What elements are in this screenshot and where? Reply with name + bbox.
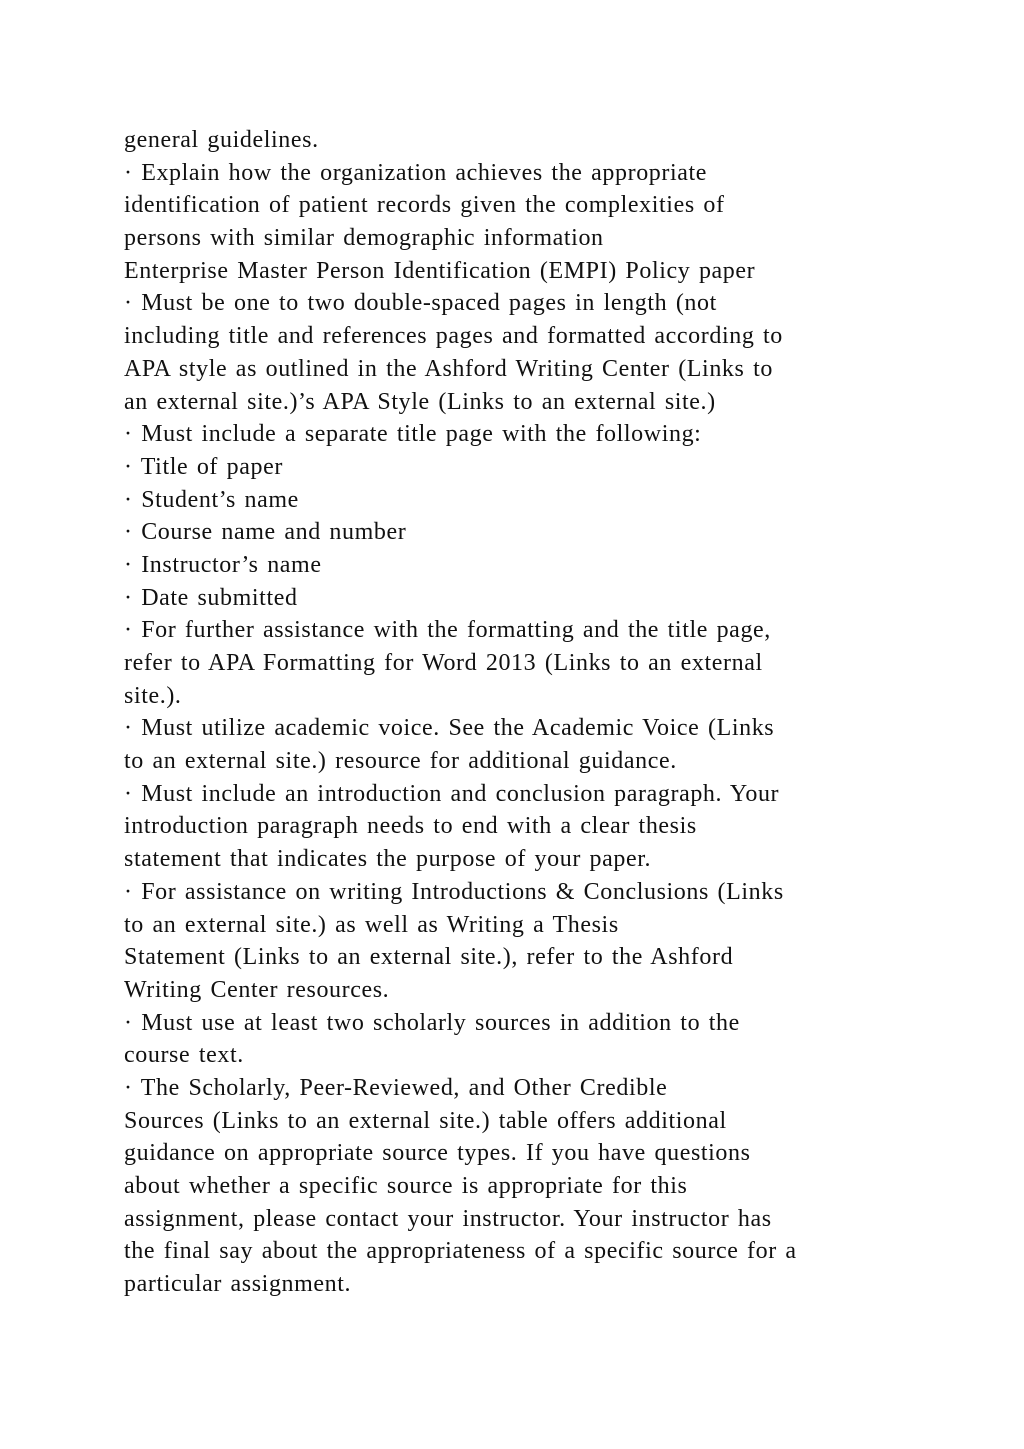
text-line: · Instructor’s name (124, 551, 322, 578)
text-line: site.). (124, 682, 182, 709)
text-line: general guidelines. (124, 127, 319, 153)
text-line: · For further assistance with the formatting and the title page, (124, 617, 771, 644)
text-line: · For assistance on writing Introductions & Conclusions (Links (124, 878, 784, 905)
text-line: Enterprise Master Person Identification (EMPI) Policy paper (124, 257, 756, 284)
text-line: · Title of paper (124, 453, 283, 480)
text-line: introduction paragraph needs to end with a clear thesis (124, 813, 697, 840)
text-line: to an external site.) as well as Writing a Thesis (124, 911, 619, 938)
text-line: Writing Center resources. (124, 976, 390, 1003)
text-line: particular assignment. (124, 1271, 352, 1298)
text-line: course text. (124, 1042, 244, 1069)
text-line: · Must utilize academic voice. See the Academic Voice (Links (124, 715, 775, 742)
text-line: · Must use at least two scholarly sources in addition to the (124, 1009, 740, 1036)
text-line: · Must include an introduction and conclusion paragraph. Your (124, 780, 780, 807)
text-line: · Course name and number (124, 519, 407, 546)
text-line: · Must include a separate title page with the following: (124, 421, 702, 448)
text-line: identification of patient records given the complexities of (124, 192, 725, 219)
text-line: Sources (Links to an external site.) table offers additional (124, 1107, 727, 1134)
text-line: the final say about the appropriateness of a specific source for a (124, 1238, 797, 1265)
text-line: · Student’s name (124, 486, 299, 513)
text-line: · Date submitted (124, 584, 298, 611)
text-line: Statement (Links to an external site.), refer to the Ashford (124, 944, 734, 971)
text-line: persons with similar demographic information (124, 225, 604, 252)
text-line: guidance on appropriate source types. If you have questions (124, 1140, 751, 1167)
text-line: refer to APA Formatting for Word 2013 (Links to an external (124, 650, 763, 676)
text-line: about whether a specific source is appropriate for this (124, 1173, 688, 1199)
text-line: · Must be one to two double-spaced pages in length (not (124, 290, 717, 317)
text-line: assignment, please contact your instructor. Your instructor has (124, 1205, 772, 1232)
text-line: APA style as outlined in the Ashford Writing Center (Links to (124, 355, 773, 382)
document-body-text (124, 124, 924, 1301)
text-line: including title and references pages and formatted according to (124, 323, 783, 350)
text-line: an external site.)’s APA Style (Links to an external site.) (124, 388, 716, 415)
text-line: to an external site.) resource for additional guidance. (124, 748, 677, 775)
text-line: · The Scholarly, Peer-Reviewed, and Other Credible (124, 1074, 668, 1101)
text-line: statement that indicates the purpose of your paper. (124, 846, 652, 873)
text-line: · Explain how the organization achieves the appropriate (124, 159, 708, 186)
